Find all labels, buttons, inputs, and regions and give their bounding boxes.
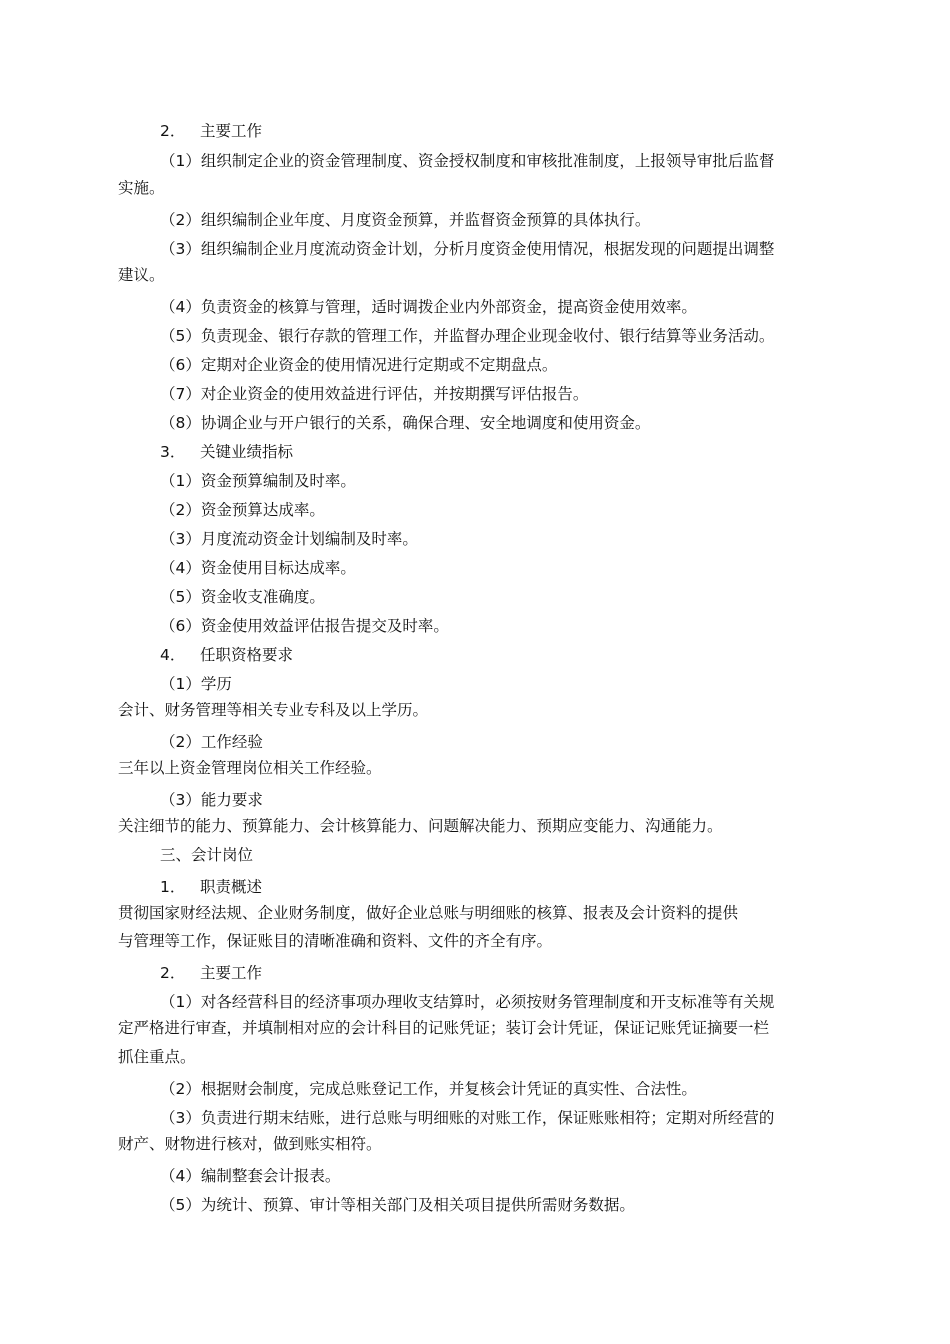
paragraph-line: 抓住重点。 (118, 1048, 196, 1066)
paragraph-line: （4）负责资金的核算与管理，适时调拨企业内外部资金，提高资金使用效率。 (160, 298, 697, 316)
section-heading: 4． 任职资格要求 (160, 646, 294, 664)
paragraph-line: （4）资金使用目标达成率。 (160, 559, 356, 577)
section-heading: 2． 主要工作 (160, 964, 263, 982)
paragraph-line: 贯彻国家财经法规、企业财务制度，做好企业总账与明细账的核算、报表及会计资料的提供 (118, 904, 739, 922)
paragraph-line: （1）学历 (160, 675, 232, 693)
paragraph-line: 财产、财物进行核对，做到账实相符。 (118, 1135, 382, 1153)
paragraph-line: （1）组织制定企业的资金管理制度、资金授权制度和审核批准制度，上报领导审批后监督 (160, 152, 775, 170)
paragraph-line: （5）资金收支准确度。 (160, 588, 325, 606)
paragraph-line: （2）根据财会制度，完成总账登记工作，并复核会计凭证的真实性、合法性。 (160, 1080, 697, 1098)
paragraph-line: （1）资金预算编制及时率。 (160, 472, 356, 490)
section-heading: 2． 主要工作 (160, 122, 263, 140)
section-heading: 3． 关键业绩指标 (160, 443, 294, 461)
paragraph-line: （6）定期对企业资金的使用情况进行定期或不定期盘点。 (160, 356, 558, 374)
paragraph-line: （8）协调企业与开户银行的关系，确保合理、安全地调度和使用资金。 (160, 414, 651, 432)
paragraph-line: （5）为统计、预算、审计等相关部门及相关项目提供所需财务数据。 (160, 1196, 635, 1214)
paragraph-line: 建议。 (118, 266, 165, 284)
paragraph-line: （2）组织编制企业年度、月度资金预算，并监督资金预算的具体执行。 (160, 211, 651, 229)
paragraph-line: （3）负责进行期末结账，进行总账与明细账的对账工作，保证账账相符；定期对所经营的 (160, 1109, 775, 1127)
paragraph-line: 与管理等工作，保证账目的清晰准确和资料、文件的齐全有序。 (118, 932, 553, 950)
paragraph-line: （3）组织编制企业月度流动资金计划，分析月度资金使用情况，根据发现的问题提出调整 (160, 240, 775, 258)
section-heading: 1． 职责概述 (160, 878, 263, 896)
paragraph-line: 关注细节的能力、预算能力、会计核算能力、问题解决能力、预期应变能力、沟通能力。 (118, 817, 723, 835)
paragraph-line: （7）对企业资金的使用效益进行评估，并按期撰写评估报告。 (160, 385, 589, 403)
paragraph-line: 会计、财务管理等相关专业专科及以上学历。 (118, 701, 429, 719)
paragraph-line: （5）负责现金、银行存款的管理工作，并监督办理企业现金收付、银行结算等业务活动。 (160, 327, 775, 345)
paragraph-line: （2）资金预算达成率。 (160, 501, 325, 519)
paragraph-line: （2）工作经验 (160, 733, 263, 751)
paragraph-line: （3）月度流动资金计划编制及时率。 (160, 530, 418, 548)
paragraph-line: （1）对各经营科目的经济事项办理收支结算时，必须按财务管理制度和开支标准等有关规 (160, 993, 775, 1011)
paragraph-line: （6）资金使用效益评估报告提交及时率。 (160, 617, 449, 635)
paragraph-line: 三、会计岗位 (160, 846, 254, 864)
paragraph-line: 三年以上资金管理岗位相关工作经验。 (118, 759, 382, 777)
paragraph-line: （3）能力要求 (160, 791, 263, 809)
paragraph-line: （4）编制整套会计报表。 (160, 1167, 341, 1185)
paragraph-line: 定严格进行审查，并填制相对应的会计科目的记账凭证；装订会计凭证，保证记账凭证摘要一栏 (118, 1019, 770, 1037)
paragraph-line: 实施。 (118, 179, 165, 197)
